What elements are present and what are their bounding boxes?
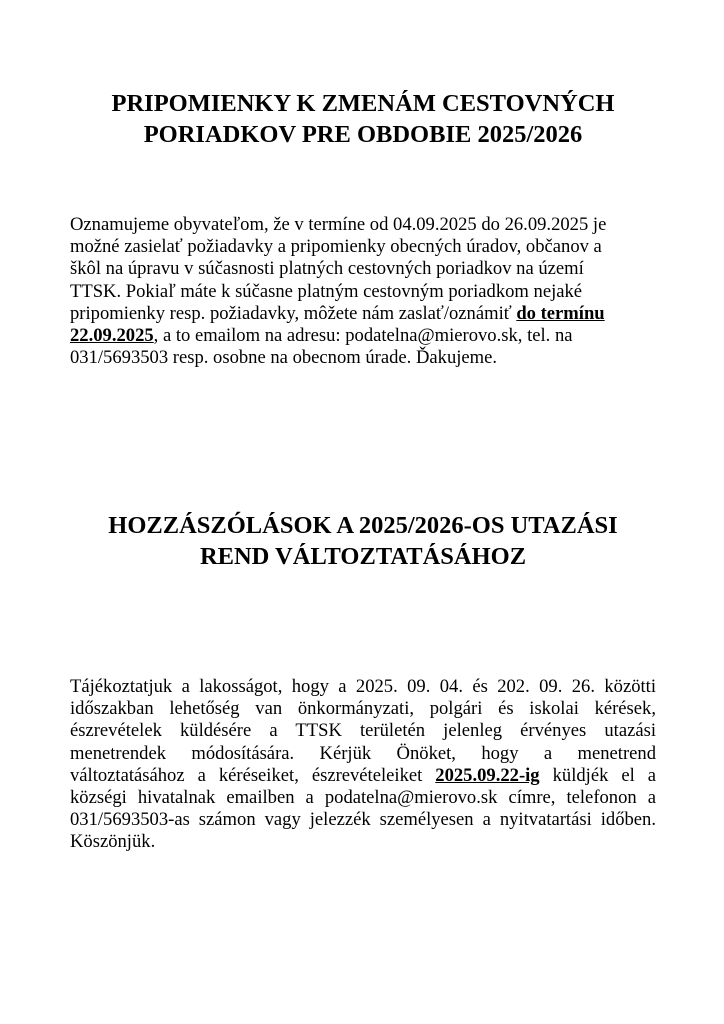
paragraph-line — [70, 303, 656, 325]
paragraph-line: Oznamujeme obyvateľom, že v termíne od 04.09.2025 do 26.09.2025 je — [70, 214, 607, 235]
slovak-heading-line-2: PORIADKOV PRE OBDOBIE 2025/2026 — [143, 121, 583, 148]
paragraph-line: Tájékoztatjuk a lakosságot, hogy a 2025. 09. 04. és 202. 09. 26. közötti — [70, 676, 656, 697]
paragraph-text: pripomienky resp. požiadavky, môžete nám zaslať/oznámiť — [70, 302, 517, 324]
paragraph-text: változtatásához a kéréseiket, észrevételeiket — [70, 764, 436, 786]
paragraph-line: Köszönjük. — [70, 831, 156, 853]
deadline-date: 22.09.2025 — [70, 325, 154, 347]
paragraph-line: községi hivatalnak emailben a podatelna@mierovo.sk címre, telefonon a — [70, 787, 656, 809]
paragraph-line: škôl na úpravu v súčasnosti platných cestovných poriadkov na území — [70, 258, 584, 280]
hungarian-heading-line-2: REND VÁLTOZTATÁSÁHOZ — [199, 543, 527, 570]
deadline-date: 2025.09.22-ig — [435, 764, 540, 786]
hungarian-heading-line-1: HOZZÁSZÓLÁSOK A 2025/2026-OS UTAZÁSI — [108, 512, 618, 539]
slovak-heading — [70, 88, 656, 150]
paragraph-line: 031/5693503 resp. osobne na obecnom úrade. Ďakujeme. — [70, 347, 498, 369]
paragraph-line: észrevételek küldésére a TTSK területén jelenleg érvényes utazási — [70, 720, 656, 742]
paragraph-text: küldjék el a — [539, 764, 657, 786]
paragraph-line: TTSK. Pokiaľ máte k súčasne platným cestovným poriadkom nejaké — [70, 280, 583, 302]
deadline-emphasis: do termínu — [516, 302, 605, 324]
slovak-notice-paragraph — [70, 214, 656, 369]
paragraph-line: 031/5693503-as számon vagy jelezzék személyesen a nyitvatartási időben. — [70, 809, 656, 831]
paragraph-line: možné zasielať požiadavky a pripomienky obecných úradov, občanov a — [70, 236, 602, 258]
paragraph-line — [70, 765, 656, 787]
paragraph-line — [70, 325, 656, 347]
slovak-heading-line-1: PRIPOMIENKY K ZMENÁM CESTOVNÝCH — [111, 90, 615, 117]
hungarian-notice-paragraph — [70, 676, 656, 854]
paragraph-line: időszakban lehetőség van önkormányzati, polgári és iskolai kérések, — [70, 698, 656, 720]
paragraph-text: , a to emailom na adresu: podatelna@mierovo.sk, tel. na — [153, 325, 573, 347]
paragraph-line: menetrendek módosítására. Kérjük Önöket, hogy a menetrend — [70, 742, 656, 764]
hungarian-heading — [70, 510, 656, 572]
